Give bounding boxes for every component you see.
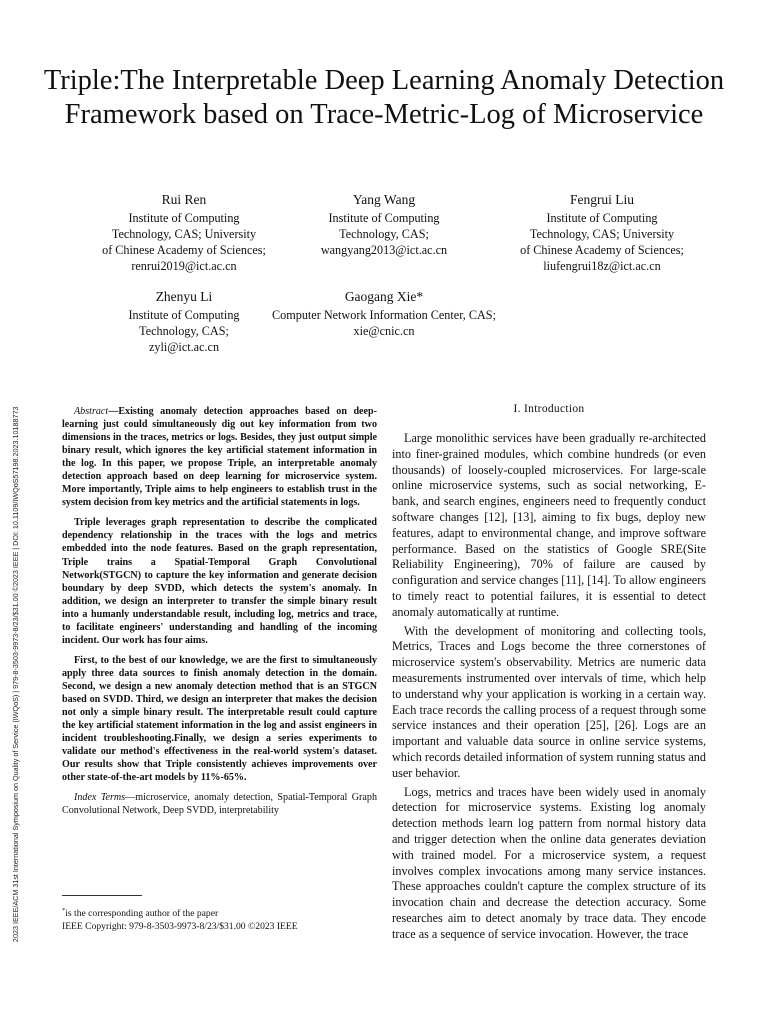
author-email: wangyang2013@ict.ac.cn (320, 243, 448, 257)
footnote-mark: * (62, 907, 66, 914)
author-name: Gaogang Xie* (344, 289, 424, 304)
abstract-paragraph: First, to the best of our knowledge, we are the first to simultaneously apply three data sources to finish anomaly detection in the domain. Second, we design a new anomaly detection method that is an STGCN based on SVDD. Third, we design an interpreter that makes the decision not only a simple binary result. The interpretable result could capture the key artificial statement information in the log and assist engineers in incident troubleshooting.Finally, we design a series experiments to validate our method's effectiveness in the real-world system's dataset. Our results show that Triple consistently achieves improvements over other state-of-the-art models by 11%-65%. (62, 654, 377, 784)
footnote-corresponding (62, 905, 392, 921)
author-name: Yang Wang (352, 192, 416, 207)
index-terms-text: —microservice, anomaly detection, Spatial-Temporal Graph Convolutional Network, Deep SVDD, interpretability (62, 792, 377, 817)
author-name: Zhenyu Li (155, 289, 213, 304)
author-affiliation: of Chinese Academy of Sciences; (520, 243, 684, 257)
section-heading-introduction: I. Introduction (513, 403, 585, 415)
copyright-line: IEEE Copyright: 979-8-3503-9973-8/23/$31.00 ©2023 IEEE (62, 920, 298, 932)
author-affiliation: Institute of Computing (546, 211, 658, 225)
index-terms-label: Index Terms (74, 792, 126, 804)
body-paragraph: Logs, metrics and traces have been widely used in anomaly detection for microservice systems. Existing log anomaly detection methods learn log pattern from normal history data and trigger detection when the online data generates deviation with trained model. For a microservice system, a request involves complex invocations among many service instances. These approaches couldn't capture the complex structure of its invocation chain and decrease the detection accuracy. Some researches aim to detect anomaly by trace data. They encode trace as a sequence of service invocation. However, the trace (392, 784, 706, 941)
abstract (62, 405, 377, 817)
author-affiliation: Technology, CAS; (339, 227, 429, 241)
introduction-body (392, 431, 706, 946)
author-name: Rui Ren (161, 192, 207, 207)
author-email: liufengrui18z@ict.ac.cn (543, 259, 661, 273)
author-name: Fengrui Liu (569, 192, 635, 207)
author-affiliation: Institute of Computing (128, 211, 240, 225)
body-paragraph: With the development of monitoring and collecting tools, Metrics, Traces and Logs become the three cornerstones of microservice system's observability. Metrics are numeric data measurements instrumented over intervals of time, which help to understand why your application is working in a certain way. Each trace records the calling process of a request through some service instances and their operation [25], [26]. Logs are an important and valuable data source in online service systems, which records detailed information of system running status and user behavior. (392, 623, 706, 780)
abstract-label: Abstract (74, 406, 109, 417)
author-email: xie@cnic.cn (353, 324, 415, 338)
abstract-paragraph: Triple leverages graph representation to describe the complicated dependency relationship in the traces with the logs and metrics embedded into the node features. Based on the graph representation, Triple trains a Spatial-Temporal Graph Convolutional Network(STGCN) to capture the key information and generate decision boundary by deep SVDD, which detects the system's anomaly. In addition, we design an interpreter to transfer the simple binary result into a humanly understandable result, including log, metrics and trace, to facilitate engineers' understanding and handling of the incoming incident. Our work has four aims. (62, 517, 377, 646)
abstract-paragraph (62, 405, 377, 509)
author-block-yang-wang (274, 191, 494, 258)
author-email: zyli@ict.ac.cn (148, 340, 220, 354)
author-affiliation: Computer Network Information Center, CAS; (272, 308, 496, 322)
footnote-divider (62, 895, 142, 896)
author-block-fengrui-liu (478, 191, 726, 274)
author-affiliation: Technology, CAS; University (111, 227, 257, 241)
author-block-gaogang-xie (254, 288, 514, 339)
index-terms (62, 791, 377, 817)
footnote (62, 905, 392, 933)
paper-title: Triple:The Interpretable Deep Learning Anomaly Detection Framework based on Trace-Metric-Log of Microservice (43, 65, 725, 131)
publication-sidebar-text: 2023 IEEE/ACM 31st International Symposium on Quality of Service (IWQoS) | 979-8-3503-9973-8/23/$31.00 ©2023 IEEE | DOI: 10.1109/IWQoS57198.2023.10188773 (11, 406, 20, 942)
author-affiliation: of Chinese Academy of Sciences; (102, 243, 266, 257)
author-affiliation: Technology, CAS; (139, 324, 229, 338)
author-email: renrui2019@ict.ac.cn (131, 259, 237, 273)
abstract-text: —Existing anomaly detection approaches based on deep-learning just could simultaneously dig out key information from two dimensions in the traces, metrics or logs. Besides, they just output simple binary result, which ignores the key artificial statement information in the log. In this paper, we propose Triple, an interpretable anomaly detection approach based on deep learning for microservice system. More importantly, Triple aims to help engineers to establish trust in the system decision from key metrics and the artificial statements in logs. (62, 406, 377, 509)
body-paragraph: Large monolithic services have been gradually re-architected into finer-grained modules, which combine hundreds (or even thousands) of loosely-coupled microservices. For large-scale online microservice systems, such as social networking, E-bank, and search engines, engineers need to frequently conduct software changes [12], [13], aiming to fix bugs, deploy new features, adapt to environmental change, and improve software performance. Based on the statistics of Google SRE(Site Reliability Engineering), 70% of failure are caused by configuration and service changes [11], [14]. To allow engineers to timely react to potential failures, it is essential to detect anomaly automatically at runtime. (392, 431, 706, 619)
author-block-rui-ren (60, 191, 308, 274)
footnote-text: is the corresponding author of the paper (65, 908, 219, 919)
publication-sidebar (4, 242, 18, 942)
author-affiliation: Technology, CAS; University (529, 227, 675, 241)
author-affiliation: Institute of Computing (328, 211, 440, 225)
author-affiliation: Institute of Computing (128, 308, 240, 322)
